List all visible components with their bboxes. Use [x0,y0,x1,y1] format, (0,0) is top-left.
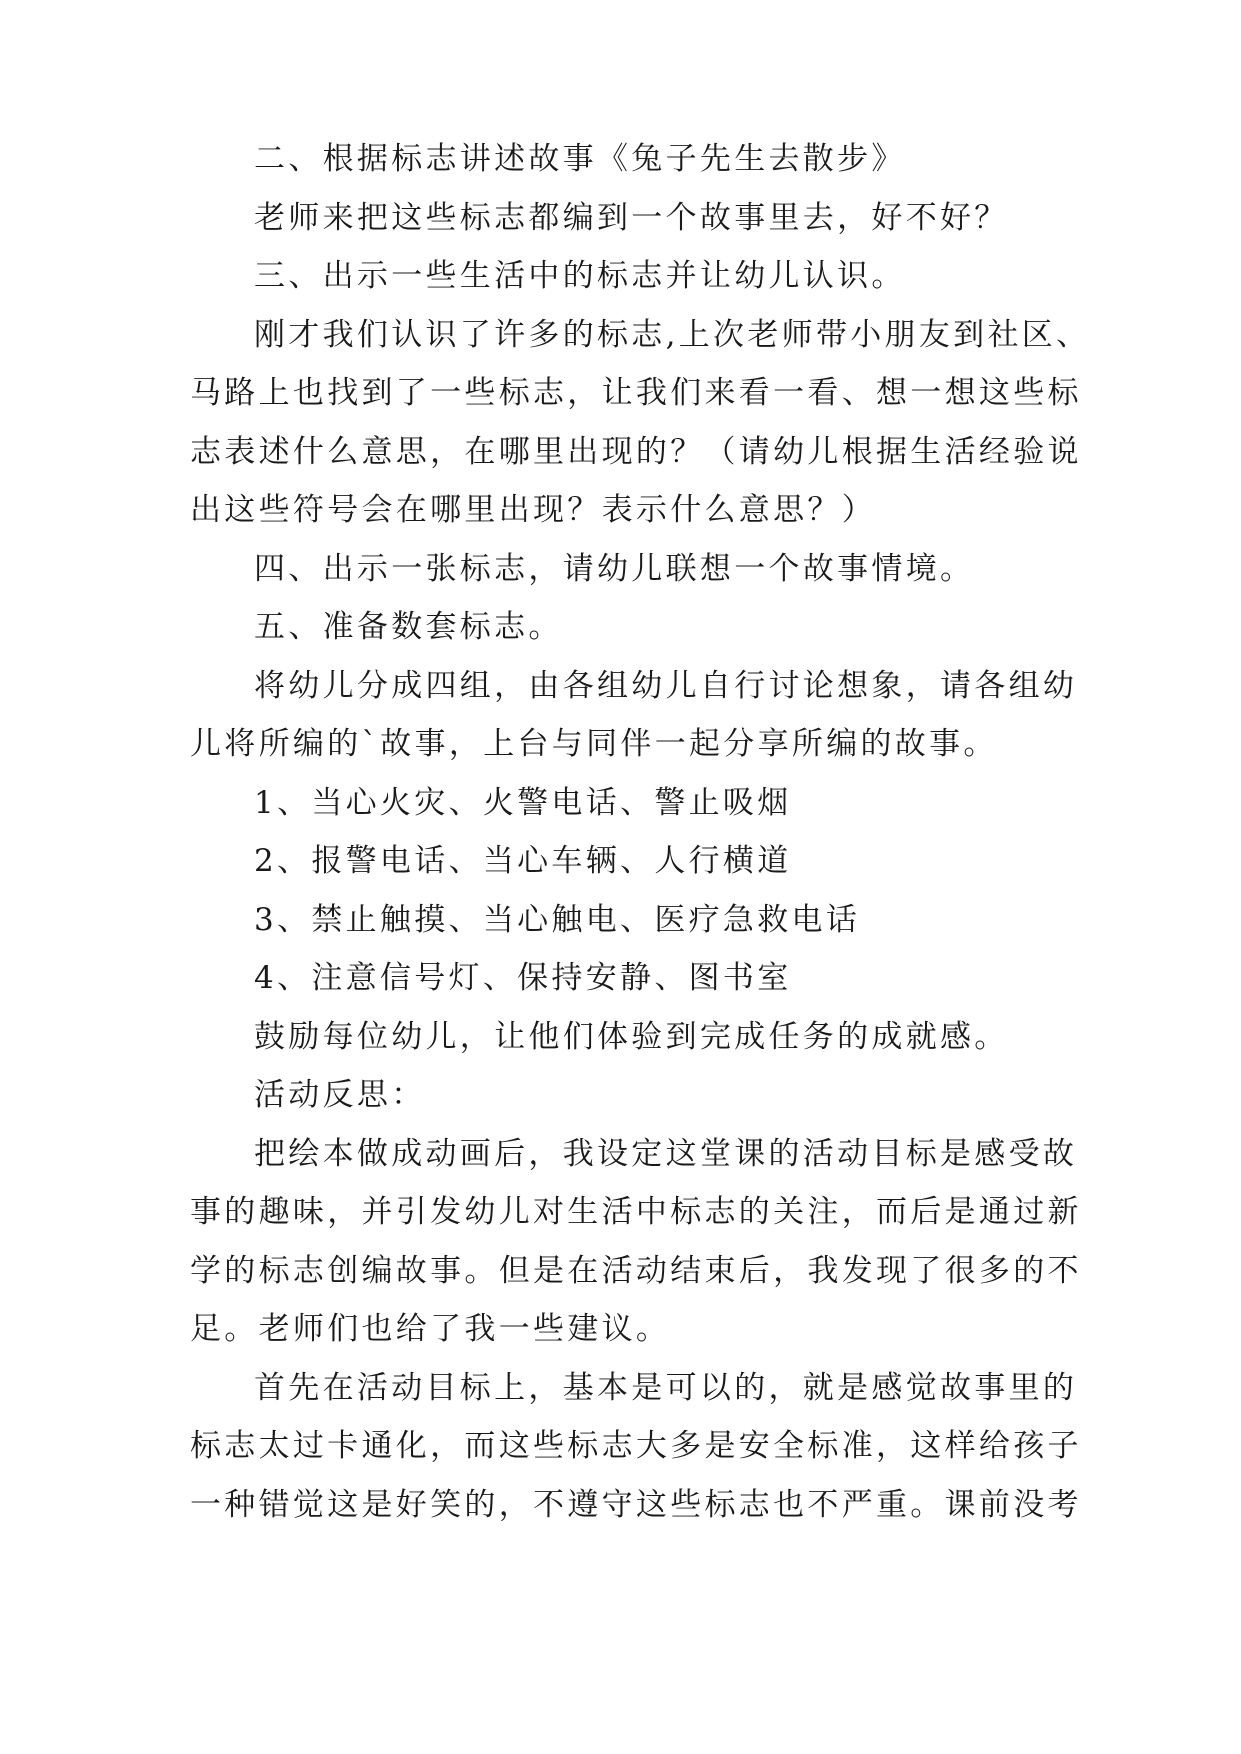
list-item: 2、报警电话、当心车辆、人行横道 [254,843,792,879]
list-item: 3、禁止触摸、当心触电、医疗急救电话 [254,901,861,938]
list-item: 4、注意信号灯、保持安静、图书室 [254,960,792,996]
text-line: 四、出示一张标志，请幼儿联想一个故事情境。 [254,550,975,587]
text-line: 标志太过卡通化，而这些标志大多是安全标准，这样给孩子 [190,1428,1082,1464]
text-line: 一种错觉这是好笑的，不遵守这些标志也不严重。课前没考 [190,1486,1082,1523]
text-line: 儿将所编的`故事，上台与同伴一起分享所编的故事。 [190,726,998,762]
text-line: 刚才我们认识了许多的标志,上次老师带小朋友到社区、 [254,316,1091,353]
text-line: 志表述什么意思，在哪里出现的？（请幼儿根据生活经验说 [190,433,1082,470]
text-line: 学的标志创编故事。但是在活动结束后，我发现了很多的不 [190,1252,1082,1289]
text-line: 将幼儿分成四组，由各组幼儿自行讨论想象，请各组幼 [254,667,1078,704]
document-body [190,130,1091,1534]
text-line: 五、准备数套标志。 [254,609,563,645]
text-line: 把绘本做成动画后，我设定这堂课的活动目标是感受故 [254,1135,1078,1172]
text-line: 鼓励每位幼儿，让他们体验到完成任务的成就感。 [254,1018,1009,1055]
text-line: 足。老师们也给了我一些建议。 [190,1311,671,1347]
text-line: 马路上也找到了一些标志，让我们来看一看、想一想这些标 [190,375,1082,411]
text-line: 事的趣味，并引发幼儿对生活中标志的关注，而后是通过新 [190,1194,1082,1230]
section-heading: 活动反思： [254,1077,426,1113]
text-line: 二、根据标志讲述故事《兔子先生去散步》 [254,141,906,177]
text-line: 首先在活动目标上，基本是可以的，就是感觉故事里的 [254,1369,1078,1406]
text-line: 老师来把这些标志都编到一个故事里去，好不好？ [254,199,1009,236]
text-line: 出这些符号会在哪里出现？表示什么意思？） [190,492,876,528]
list-item: 1、当心火灾、火警电话、警止吸烟 [254,784,792,821]
text-line: 三、出示一些生活中的标志并让幼儿认识。 [254,258,906,294]
